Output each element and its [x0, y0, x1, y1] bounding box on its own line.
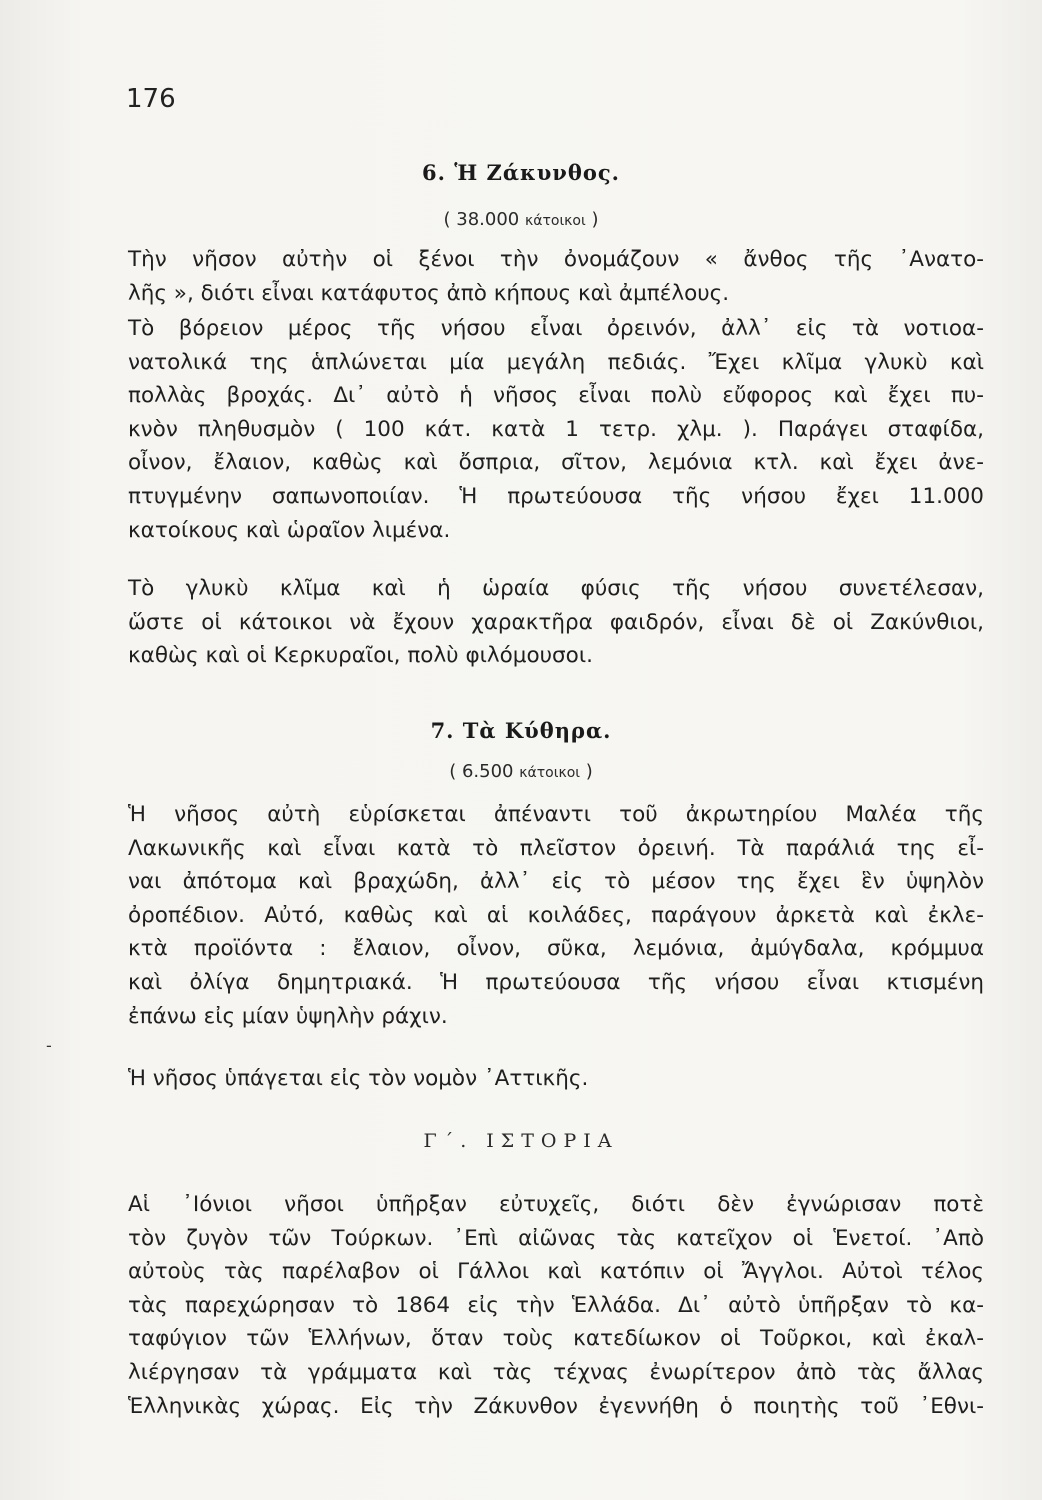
text-line: Ἡ νῆσος ὑπάγεται εἰς τὸν νομὸν ᾿Αττικῆς.	[128, 1066, 589, 1091]
text-line: ὥστε οἱ κάτοικοι νὰ ἔχουν χαρακτῆρα φαιδρόν, εἶναι δὲ οἱ Ζακύνθιοι,	[128, 609, 984, 635]
text-line: αὐτοὺς τὰς παρέλαβον οἱ Γάλλοι καὶ κατόπιν οἱ Ἄγγλοι. Αὐτοὶ τέλος	[128, 1259, 984, 1285]
text-line: τὸν ζυγὸν τῶν Τούρκων. ᾿Επὶ αἰῶνας τὰς κατεῖχον οἱ Ἑνετοί. ᾿Απὸ	[128, 1225, 984, 1251]
margin-mark: -	[46, 1036, 52, 1055]
text-line: κατοίκους καὶ ὡραῖον λιμένα.	[128, 517, 451, 543]
text-line: τὰς παρεχώρησαν τὸ 1864 εἰς τὴν Ἑλλάδα. Δι᾿ αὐτὸ ὑπῆρξαν τὸ κα-	[128, 1292, 984, 1318]
paragraph-zakynthos-3	[128, 572, 984, 673]
text-line: καὶ ὀλίγα δημητριακά. Ἡ πρωτεύουσα τῆς νήσου εἶναι κτισμένη	[128, 969, 984, 995]
section-heading-history: Γ΄. ΙΣΤΟΡΙΑ	[423, 1130, 619, 1152]
section-heading-zakynthos: 6. Ἡ Ζάκυνθος.	[421, 160, 620, 185]
population-unit: κάτοικοι	[519, 765, 580, 781]
text-line: κτὰ προϊόντα : ἔλαιον, οἶνον, σῦκα, λεμόνια, ἀμύγδαλα, κρόμμυα	[128, 936, 984, 962]
text-line: λῆς », διότι εἶναι κατάφυτος ἀπὸ κήπους καὶ ἀμπέλους.	[128, 280, 730, 306]
population-unit: κάτοικοι	[524, 213, 586, 229]
text-line: πολλὰς βροχάς. Δι᾿ αὐτὸ ἡ νῆσος εἶναι πολὺ εὔφορος καὶ ἔχει πυ-	[128, 383, 984, 409]
paragraph-history-1	[128, 1188, 984, 1423]
text-line: κνὸν πληθυσμὸν ( 100 κάτ. κατὰ 1 τετρ. χλμ. ). Παράγει σταφίδα,	[128, 416, 984, 442]
section-heading-kythera: 7. Τὰ Κύθηρα.	[430, 718, 612, 743]
text-line: οἶνον, ἔλαιον, καθὼς καὶ ὄσπρια, σῖτον, λεμόνια κτλ. καὶ ἔχει ἀνε-	[128, 450, 984, 476]
population-kythera	[0, 761, 1042, 782]
text-line: Τὸ γλυκὺ κλῖμα καὶ ἡ ὡραία φύσις τῆς νήσου συνετέλεσαν,	[128, 576, 984, 601]
text-line: ναι ἀπότομα καὶ βραχώδη, ἀλλ᾿ εἰς τὸ μέσον της ἔχει ἓν ὑψηλὸν	[128, 869, 984, 895]
text-line: ἐπάνω εἰς μίαν ὑψηλὴν ράχιν.	[128, 1003, 448, 1029]
population-value: ( 6.500	[449, 761, 514, 782]
text-line: νατολικά της ἁπλώνεται μία μεγάλη πεδιάς. Ἔχει κλῖμα γλυκὺ καὶ	[128, 349, 984, 375]
text-line: καθὼς καὶ οἱ Κερκυραῖοι, πολὺ φιλόμουσοι.	[128, 643, 593, 669]
population-close: )	[591, 209, 599, 230]
text-line: ταφύγιον τῶν Ἑλλήνων, ὅταν τοὺς κατεδίωκον οἱ Τοῦρκοι, καὶ ἐκαλ-	[128, 1326, 984, 1352]
population-close: )	[585, 761, 593, 782]
page-number: 176	[126, 84, 176, 114]
population-value: ( 38.000	[443, 209, 520, 230]
paragraph-zakynthos-2	[128, 312, 984, 547]
paragraph-kythera-1	[128, 798, 984, 1033]
text-line: Τὸ βόρειον μέρος τῆς νήσου εἶναι ὀρεινόν, ἀλλ᾿ εἰς τὰ νοτιοα-	[128, 316, 984, 341]
text-line: πτυγμένην σαπωνοποιίαν. Ἡ πρωτεύουσα τῆς νήσου ἔχει 11.000	[128, 483, 984, 509]
population-zakynthos	[0, 209, 1042, 230]
paragraph-zakynthos-1	[128, 243, 984, 310]
text-line: Αἱ ᾿Ιόνιοι νῆσοι ὑπῆρξαν εὐτυχεῖς, διότι δὲν ἐγνώρισαν ποτὲ	[128, 1192, 984, 1217]
text-line: Ἑλληνικὰς χώρας. Εἰς τὴν Ζάκυνθον ἐγεννήθη ὁ ποιητὴς τοῦ ᾿Εθνι-	[128, 1393, 984, 1419]
text-line: Τὴν νῆσον αὐτὴν οἱ ξένοι τὴν ὀνομάζουν « ἄνθος τῆς ᾿Ανατο-	[128, 247, 984, 272]
text-line: Λακωνικῆς καὶ εἶναι κατὰ τὸ πλεῖστον ὀρεινή. Τὰ παράλιά της εἶ-	[128, 835, 984, 861]
text-line: λιέργησαν τὰ γράμματα καὶ τὰς τέχνας ἐνωρίτερον ἀπὸ τὰς ἄλλας	[128, 1359, 984, 1385]
text-line: Ἡ νῆσος αὐτὴ εὑρίσκεται ἀπέναντι τοῦ ἀκρωτηρίου Μαλέα τῆς	[128, 802, 984, 827]
paragraph-kythera-2	[128, 1062, 984, 1096]
text-line: ὀροπέδιον. Αὐτό, καθὼς καὶ αἱ κοιλάδες, παράγουν ἀρκετὰ καὶ ἐκλε-	[128, 902, 984, 928]
